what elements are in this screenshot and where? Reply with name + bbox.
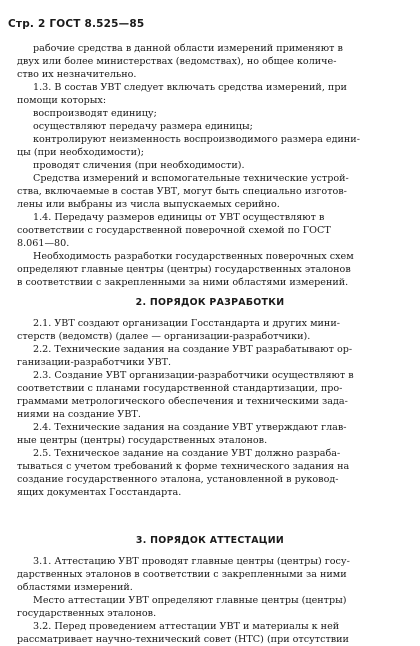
- paragraph: [0, 447, 420, 499]
- paragraph: [0, 120, 420, 133]
- paragraph: [0, 81, 420, 107]
- text-line: соответствии с государственной поверочной схемой по ГОСТ: [17, 225, 331, 236]
- text-line: воспроизводят единицу;: [33, 108, 157, 119]
- paragraph: [0, 343, 420, 369]
- text-line: областями измерений.: [17, 582, 133, 593]
- text-line: Средства измерений и вспомогательные технические устрой-: [33, 173, 349, 184]
- text-line: ство их незначительно.: [17, 69, 137, 80]
- text-line: определяют главные центры (центры) государственных эталонов: [17, 264, 351, 275]
- text-line: стерств (ведомств) (далее — организации-разработчики).: [17, 331, 311, 342]
- text-line: цы (при необходимости);: [17, 147, 144, 158]
- text-line: рабочие средства в данной области измерений применяют в: [33, 43, 343, 54]
- text-line: тываться с учетом требований к форме технического задания на: [17, 461, 350, 472]
- text-line: помощи которых:: [17, 95, 107, 106]
- text-line: соответствии с планами государственной стандартизации, про-: [17, 383, 343, 394]
- paragraph: [0, 620, 420, 646]
- section-heading: 3. ПОРЯДОК АТТЕСТАЦИИ: [135, 535, 285, 546]
- text-line: 1.3. В состав УВТ следует включать средства измерений, при: [33, 82, 347, 93]
- text-line: ные центры (центры) государственных эталонов.: [17, 435, 268, 446]
- paragraph: [0, 555, 420, 594]
- paragraph: [0, 211, 420, 250]
- page-header: Стр. 2 ГОСТ 8.525—85: [8, 18, 145, 30]
- section-heading: 2. ПОРЯДОК РАЗРАБОТКИ: [135, 297, 285, 308]
- text-line: двух или более министерствах (ведомствах), но общее количе-: [17, 56, 337, 67]
- text-line: в соответствии с закрепленными за ними областями измерений.: [17, 277, 349, 288]
- text-line: Место аттестации УВТ определяют главные центры (центры): [33, 595, 347, 606]
- text-line: 2.3. Создание УВТ организации-разработчики осуществляют в: [33, 370, 354, 381]
- text-line: контролируют неизменность воспроизводимого размера едини-: [33, 134, 360, 145]
- text-line: граммами метрологического обеспечения и техническими зада-: [17, 396, 348, 407]
- text-line: создание государственного эталона, установленной в руковод-: [17, 474, 339, 485]
- text-line: 8.061—80.: [17, 238, 70, 249]
- text-line: Необходимость разработки государственных поверочных схем: [33, 251, 354, 262]
- text-line: 2.2. Технические задания на создание УВТ разрабатывают ор-: [33, 344, 353, 355]
- paragraph: [0, 172, 420, 211]
- text-line: государственных эталонов.: [17, 608, 157, 619]
- paragraph: [0, 594, 420, 620]
- text-line: 3.2. Перед проведением аттестации УВТ и материалы к ней: [33, 621, 340, 632]
- text-line: ниями на создание УВТ.: [17, 409, 141, 420]
- text-line: лены или выбраны из числа выпускаемых серийно.: [17, 199, 280, 210]
- text-line: 3.1. Аттестацию УВТ проводят главные центры (центры) госу-: [33, 556, 350, 567]
- paragraph: [0, 42, 420, 81]
- text-line: 2.1. УВТ создают организации Госстандарта и других мини-: [33, 318, 340, 329]
- paragraph: [0, 369, 420, 421]
- text-line: рассматривает научно-технический совет (НТС) (при отсутствии: [17, 634, 349, 645]
- paragraph: [0, 317, 420, 343]
- paragraph: [0, 159, 420, 172]
- text-line: дарственных эталонов в соответствии с закрепленными за ними: [17, 569, 347, 580]
- text-line: проводят сличения (при необходимости).: [33, 160, 245, 171]
- paragraph: [0, 250, 420, 289]
- text-line: ящих документах Госстандарта.: [17, 487, 182, 498]
- text-line: 1.4. Передачу размеров единицы от УВТ осуществляют в: [33, 212, 325, 223]
- paragraph: [0, 421, 420, 447]
- paragraph: [0, 133, 420, 159]
- text-line: ганизации-разработчики УВТ.: [17, 357, 172, 368]
- text-line: ства, включаемые в состав УВТ, могут быть специально изготов-: [17, 186, 347, 197]
- text-line: осуществляют передачу размера единицы;: [33, 121, 253, 132]
- text-line: 2.5. Техническое задание на создание УВТ должно разраба-: [33, 448, 341, 459]
- paragraph: [0, 107, 420, 120]
- text-line: 2.4. Технические задания на создание УВТ утверждают глав-: [33, 422, 347, 433]
